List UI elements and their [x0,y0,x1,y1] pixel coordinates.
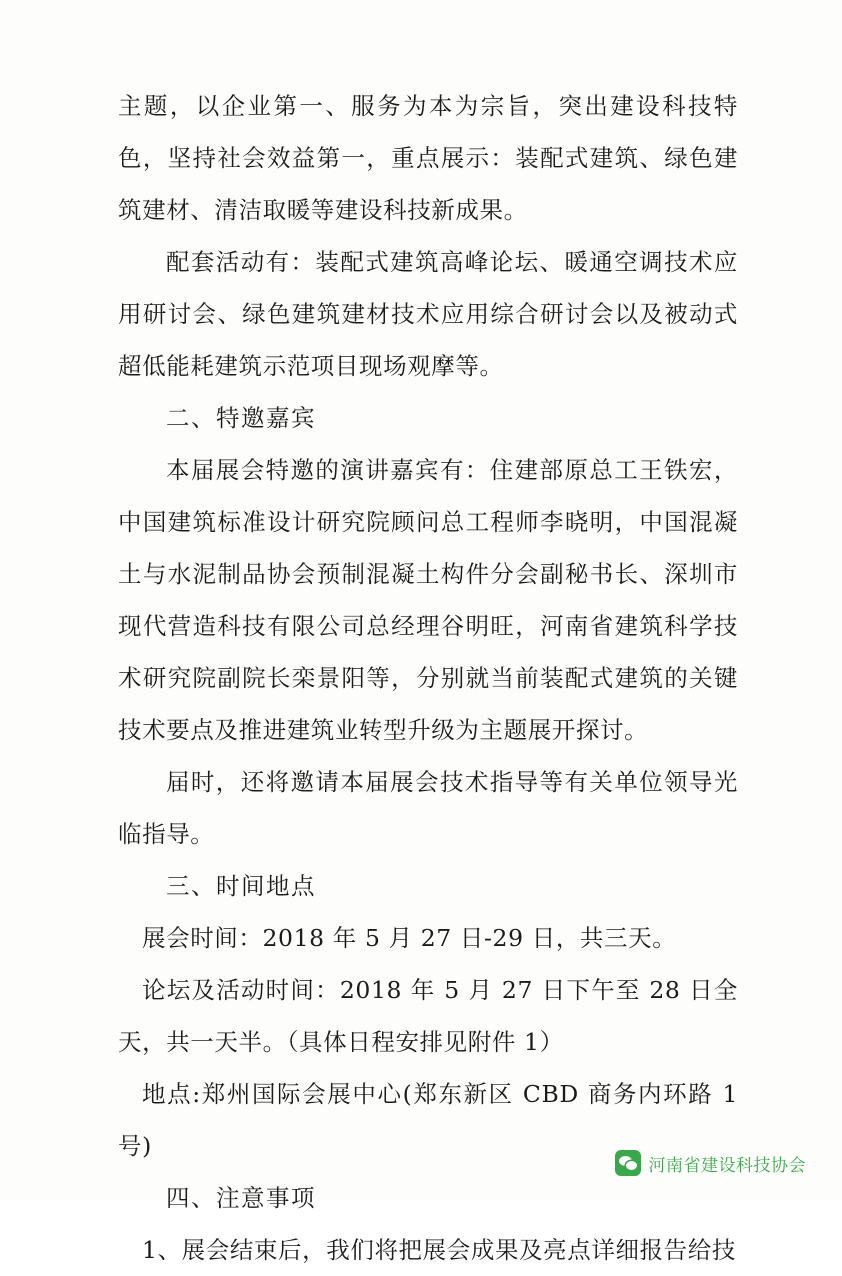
paragraph-5: 届时，还将邀请本届展会技术指导等有关单位领导光临指导。 [118,768,738,848]
section-heading-3: 三、时间地点 [166,872,316,900]
paragraph-4: 本届展会特邀的演讲嘉宾有：住建部原总工王铁宏，中国建筑标准设计研究院顾问总工程师李晓明，中国混凝土与水泥制品协会预制混凝土构件分会副秘书长、深圳市现代营造科技有限公司总经理谷明旺，河南省建筑科学技术研究院副院长栾景阳等，分别就当前装配式建筑的关键技术要点及推进建筑业转型升级为主题展开探讨。 [118,456,738,744]
wechat-icon [615,1150,641,1176]
paragraph-8: 论坛及活动时间：2018 年 5 月 27 日下午至 28 日全天，共一天半。（具体日程安排见附件 1） [118,976,738,1056]
paragraph-1: 主题，以企业第一、服务为本为宗旨，突出建设科技特色，坚持社会效益第一，重点展示：装配式建筑、绿色建筑建材、清洁取暖等建设科技新成果。 [118,92,738,224]
document-body [118,80,738,1276]
paragraph-9: 地点:郑州国际会展中心(郑东新区 CBD 商务内环路 1 号) [118,1080,738,1160]
paragraph-7: 展会时间：2018 年 5 月 27 日-29 日，共三天。 [142,924,677,952]
paragraph-11: 1、展会结束后，我们将把展会成果及亮点详细报告给技 [142,1236,736,1264]
section-heading-4: 四、注意事项 [166,1184,316,1212]
paragraph-2: 配套活动有：装配式建筑高峰论坛、暖通空调技术应用研讨会、绿色建筑建材技术应用综合研讨会以及被动式超低能耗建筑示范项目现场观摩等。 [118,248,738,380]
section-heading-2: 二、特邀嘉宾 [166,404,316,432]
footer-watermark [615,1150,807,1176]
footer-badge-label: 河南省建设科技协会 [648,1155,806,1176]
